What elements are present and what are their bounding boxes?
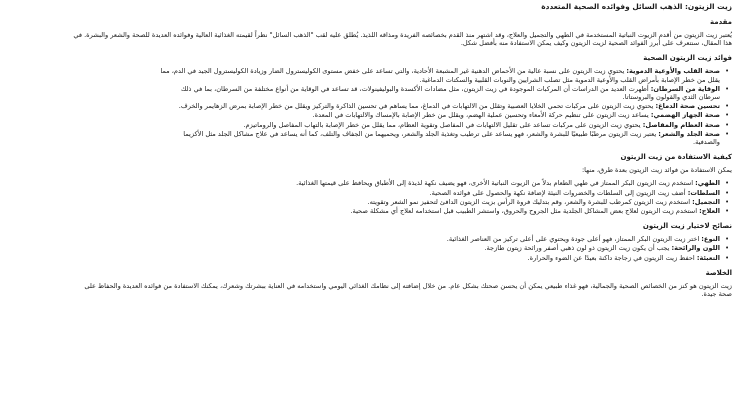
item-text: يجب أن يكون زيت الزيتون ذو لون ذهبي أصفر ورائحة زيتون طازجة. [484, 244, 672, 253]
item-label: صحة القلب والأوعية الدموية: [626, 67, 720, 76]
item-text: يحتوي زيت الزيتون على نسبة عالية من الأحماض الدهنية غير المشبعة الأحادية، والتي تساعد على خفض مستوى الكوليسترول الضار وزيادة الكوليسترول الجيد في الدم، مما يقلل من خطر الإصابة بأمراض القلب والأوعية الدموية مثل تصلب الشرايين والنوبات القلبية والسكتات الدماغية. [160, 67, 720, 84]
item-label: تحسين صحة الدماغ: [655, 102, 720, 111]
item-text: أضف زيت الزيتون إلى السلطات والخضروات النيئة لإضافة نكهة والحصول على فوائده الصحية. [429, 188, 688, 197]
list-item [80, 198, 720, 206]
item-text: أظهرت العديد من الدراسات أن المركبات الموجودة في زيت الزيتون، مثل مضادات الأكسدة والبوليفينولات، قد تساعد في الوقاية من أنواع مختلفة من السرطان، بما في ذلك سرطان الثدي والقولون والبروستاتا. [180, 84, 720, 102]
list-item [160, 67, 720, 83]
conclusion-paragraph: زيت الزيتون هو كنز من الخصائص الصحية والجمالية، فهو غذاء طبيعي يمكن أن يحسن صحتك بشكل عام. من خلال إضافته إلى نظامك الغذائي اليومي واستخدامه في العناية ببشرتك وشعرك، يمكنك الاستفادة من فوائده العديدة والحفاظ على صحة جيدة. [84, 281, 732, 299]
item-text: احفظ زيت الزيتون في زجاجة داكنة بعيدًا عن الضوء والحرارة. [527, 253, 697, 262]
benefits-section [32, 54, 732, 146]
item-label: السلطات: [687, 188, 720, 197]
benefits-list [32, 67, 732, 146]
item-text: استخدم زيت الزيتون لعلاج بعض المشاكل الجلدية مثل الجروح والحروق، واستشر الطبيب قبل استخدامه لعلاج أي مشكلة صحية. [350, 207, 700, 216]
item-label: الوقاية من السرطان: [650, 84, 720, 93]
item-text: استخدم زيت الزيتون كمرطب للبشرة والشعر، وقم بتدليك فروة الرأس بزيت الزيتون الدافئ لتحفيز نمو الشعر وتقويته. [367, 197, 693, 206]
item-label: صحة العظام والمفاصل: [642, 120, 720, 129]
benefits-heading: فوائد زيت الزيتون الصحية [643, 54, 732, 63]
list-item [80, 207, 720, 215]
usage-list [32, 179, 732, 215]
intro-heading: مقدمة [710, 18, 732, 26]
conclusion-heading: الخلاصة [705, 268, 732, 277]
list-item [270, 235, 720, 243]
list-item [270, 244, 720, 252]
item-label: صحة الجهاز الهضمي: [650, 111, 720, 120]
list-item [80, 179, 720, 187]
item-label: الطهي: [695, 179, 720, 188]
item-text: استخدم زيت الزيتون البكر الممتاز في طهي الطعام بدلاً من الزيوت النباتية الأخرى، فهو يضيف نكهة لذيذة إلى الأطباق ويحافظ على قيمتها الغذائية. [296, 179, 696, 188]
intro-section [32, 18, 732, 47]
item-label: النوع: [701, 235, 720, 244]
article [32, 2, 732, 305]
item-text: يعتبر زيت الزيتون مرطبًا طبيعيًا للبشرة والشعر، فهو يساعد على ترطيب وتغذية الجلد والشعر، ويحميهما من الجفاف والتلف، كما أنه يساعد في علاج مشاكل الجلد مثل الأكزيما والصدفية. [183, 129, 720, 147]
usage-heading: كيفية الاستفادة من زيت الزيتون [620, 153, 732, 162]
item-label: صحة الجلد والشعر: [658, 129, 720, 138]
item-text: يحتوي زيت الزيتون على مركبات تساعد على تقليل الالتهابات في المفاصل وتقوية العظام، مما يقلل من خطر الإصابة بالتهاب المفاصل والروماتيزم. [243, 120, 643, 129]
item-text: يساعد زيت الزيتون على تنظيم حركة الأمعاء وتحسين عملية الهضم، ويقلل من خطر الإصابة بالإمساك والالتهابات في المعدة. [312, 111, 651, 120]
item-label: العلاج: [699, 207, 720, 216]
list-item [80, 189, 720, 197]
intro-paragraph: يُعتبر زيت الزيتون من أقدم الزيوت النباتية المستخدمة في الطهي والتجميل والعلاج، وقد اشتهر منذ القدم بخصائصه الفريدة ومذاقه اللذيذ. يُطلق عليه لقب "الذهب السائل" نظراً لقيمته الغذائية العالية وفوائده العديدة للصحة والشعر والبشرة. في هذا المقال، سنتعرف على أبرز الفوائد الصحية لزيت الزيتون وكيف يمكن الاستفادة منه بأفضل شكل. [73, 31, 732, 48]
tips-heading: نصائح لاختيار زيت الزيتون [642, 222, 732, 231]
list-item [160, 130, 720, 146]
list-item [160, 85, 720, 101]
usage-intro: يمكن الاستفادة من فوائد زيت الزيتون بعدة طرق، منها: [581, 166, 732, 175]
list-item [160, 111, 720, 119]
list-item [270, 254, 720, 262]
article-title: زيت الزيتون: الذهب السائل وفوائده الصحية المتعددة [541, 2, 732, 11]
tips-list [32, 235, 732, 262]
item-text: يحتوي زيت الزيتون على مركبات تحمي الخلايا العصبية وتقلل من الالتهابات في الدماغ، مما يساهم في تحسين الذاكرة والتركيز ويقلل من خطر الإصابة بمرض الزهايمر والخرف. [178, 102, 656, 111]
usage-section [32, 153, 732, 215]
item-label: التجميل: [692, 197, 720, 206]
item-text: اختر زيت الزيتون البكر الممتاز، فهو أعلى جودة ويحتوي على أعلى تركيز من العناصر الغذائية. [446, 235, 702, 244]
conclusion-section [32, 269, 732, 298]
item-label: اللون والرائحة: [671, 244, 720, 253]
item-label: التعبئة: [696, 253, 720, 262]
list-item [160, 102, 720, 110]
tips-section [32, 222, 732, 262]
list-item [160, 121, 720, 129]
